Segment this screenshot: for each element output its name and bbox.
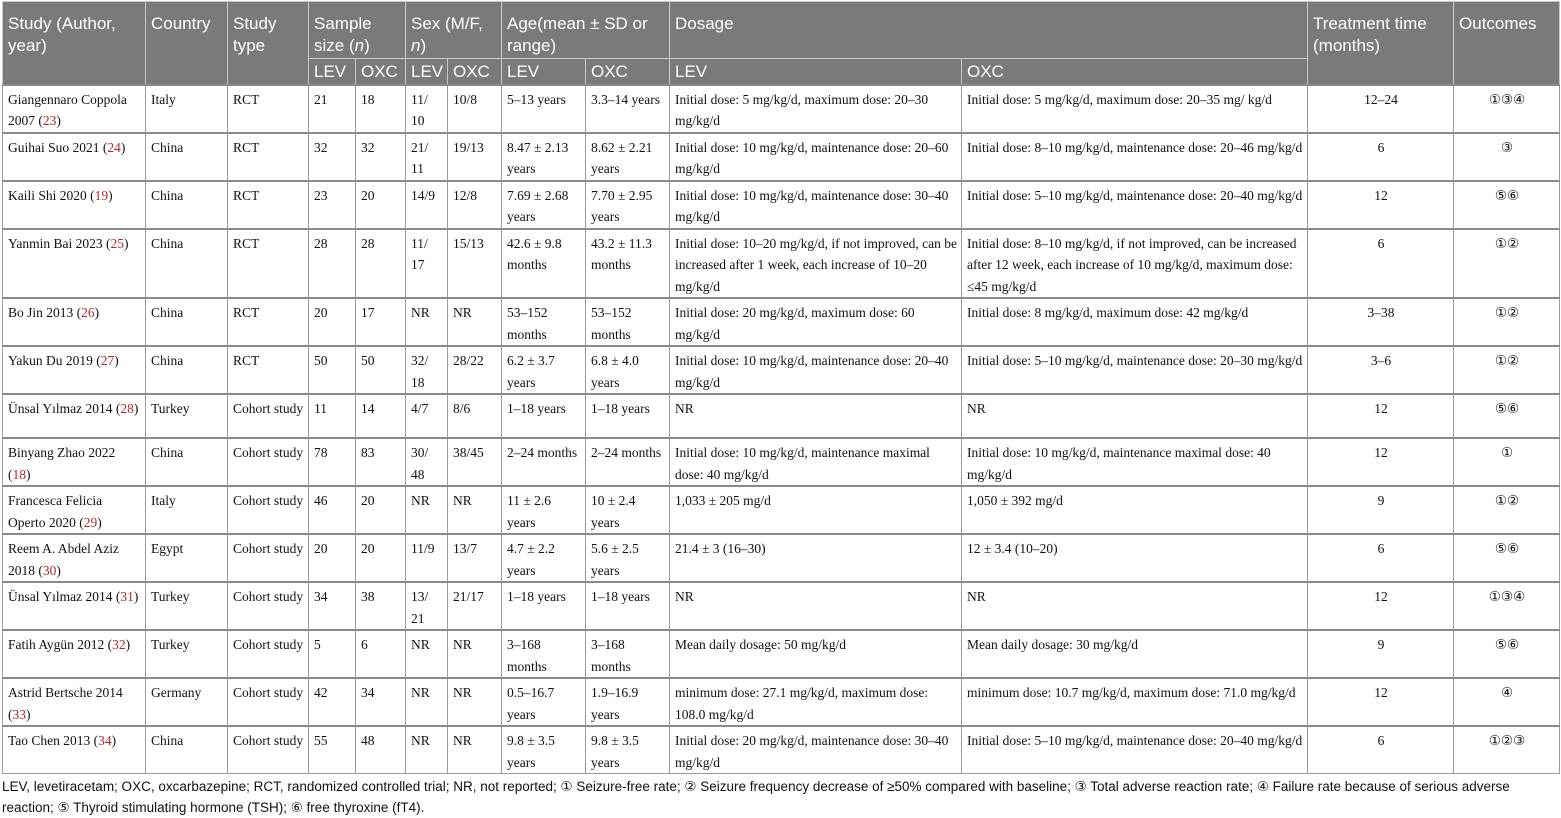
- cell-sample-oxc: 28: [356, 229, 406, 299]
- cell-sex-oxc: NR: [448, 726, 502, 774]
- cell-age-oxc: 1–18 years: [586, 582, 670, 630]
- header-treatment-time: Treatment time (months): [1308, 2, 1454, 85]
- cell-sex-oxc: 38/45: [448, 438, 502, 486]
- cell-age-lev: 3–168 months: [502, 630, 586, 678]
- reference-link[interactable]: 19: [94, 187, 109, 203]
- study-name: Tao Chen 2013 (: [8, 733, 99, 748]
- cell-treatment-time: 6: [1308, 726, 1454, 774]
- cell-dosage-lev: 21.4 ± 3 (16–30): [670, 534, 962, 582]
- cell-sex-lev: NR: [406, 298, 448, 346]
- cell-dosage-lev: Initial dose: 10 mg/kg/d, maintenance dose: 20–40 mg/kg/d: [670, 346, 962, 394]
- cell-country: China: [146, 726, 228, 774]
- cell-dosage-oxc: Initial dose: 5 mg/kg/d, maximum dose: 20–35 mg/ kg/d: [962, 85, 1308, 133]
- cell-treatment-time: 12: [1308, 678, 1454, 726]
- cell-outcomes: ①②③: [1454, 726, 1560, 774]
- reference-link[interactable]: 31: [120, 589, 134, 604]
- cell-outcomes: ①②: [1454, 229, 1560, 299]
- study-name: Astrid Bertsche 2014 (: [8, 685, 123, 722]
- cell-dosage-oxc: Initial dose: 5–10 mg/kg/d, maintenance dose: 20–40 mg/kg/d: [962, 181, 1308, 229]
- cell-sample-lev: 5: [309, 630, 356, 678]
- cell-treatment-time: 6: [1308, 133, 1454, 181]
- reference-link[interactable]: 30: [42, 562, 57, 578]
- subheader-sex-lev: LEV: [406, 59, 448, 85]
- study-name: Bo Jin 2013 (: [8, 305, 82, 320]
- subheader-dosage-oxc: OXC: [962, 59, 1308, 85]
- cell-study: [3, 534, 146, 582]
- table-row: [3, 181, 1560, 229]
- table-row: [3, 394, 1560, 438]
- header-sex-text: Sex (M/F,: [411, 14, 483, 33]
- cell-dosage-oxc: NR: [962, 394, 1308, 438]
- cell-sample-lev: 21: [309, 85, 356, 133]
- cell-dosage-lev: NR: [670, 394, 962, 438]
- subheader-sex-oxc: OXC: [448, 59, 502, 85]
- cell-sex-oxc: 8/6: [448, 394, 502, 438]
- cell-country: Italy: [146, 486, 228, 534]
- cell-country: China: [146, 229, 228, 299]
- cell-dosage-oxc: Initial dose: 8–10 mg/kg/d, maintenance dose: 20–46 mg/kg/d: [962, 133, 1308, 181]
- cell-country: Germany: [146, 678, 228, 726]
- table-row: [3, 438, 1560, 486]
- cell-outcomes: ①②: [1454, 298, 1560, 346]
- cell-sex-oxc: 19/13: [448, 133, 502, 181]
- header-sample-size-close: ): [364, 35, 370, 55]
- cell-study-type: Cohort study: [228, 438, 309, 486]
- cell-study: [3, 486, 146, 534]
- cell-sample-oxc: 83: [356, 438, 406, 486]
- cell-sample-oxc: 38: [356, 582, 406, 630]
- cell-age-lev: 42.6 ± 9.8 months: [502, 229, 586, 299]
- cell-sex-lev: 14/9: [406, 181, 448, 229]
- cell-country: China: [146, 133, 228, 181]
- cell-study: [3, 582, 146, 630]
- cell-dosage-oxc: Mean daily dosage: 30 mg/kg/d: [962, 630, 1308, 678]
- cell-treatment-time: 6: [1308, 229, 1454, 299]
- cell-dosage-lev: minimum dose: 27.1 mg/kg/d, maximum dose: 108.0 mg/kg/d: [670, 678, 962, 726]
- cell-sample-oxc: 20: [356, 486, 406, 534]
- study-name-close: ): [120, 139, 126, 155]
- cell-study-type: Cohort study: [228, 630, 309, 678]
- cell-sample-lev: 34: [309, 582, 356, 630]
- cell-dosage-oxc: minimum dose: 10.7 mg/kg/d, maximum dose: 71.0 mg/kg/d: [962, 678, 1308, 726]
- reference-link[interactable]: 24: [107, 139, 121, 155]
- cell-sex-lev: NR: [406, 678, 448, 726]
- cell-study-type: RCT: [228, 181, 309, 229]
- cell-dosage-oxc: Initial dose: 8 mg/kg/d, maximum dose: 42 mg/kg/d: [962, 298, 1308, 346]
- cell-outcomes: ①②: [1454, 486, 1560, 534]
- cell-sample-oxc: 48: [356, 726, 406, 774]
- cell-sample-lev: 23: [309, 181, 356, 229]
- cell-sample-oxc: 50: [356, 346, 406, 394]
- cell-sample-lev: 20: [309, 298, 356, 346]
- cell-sex-oxc: 12/8: [448, 181, 502, 229]
- header-sample-size: [309, 2, 406, 59]
- cell-age-oxc: 10 ± 2.4 years: [586, 486, 670, 534]
- cell-age-oxc: 3.3–14 years: [586, 85, 670, 133]
- cell-outcomes: ①②: [1454, 346, 1560, 394]
- cell-country: China: [146, 346, 228, 394]
- cell-sex-lev: 13/ 21: [406, 582, 448, 630]
- cell-country: Turkey: [146, 630, 228, 678]
- cell-dosage-lev: Initial dose: 20 mg/kg/d, maximum dose: 60 mg/kg/d: [670, 298, 962, 346]
- study-name-close: ): [124, 235, 129, 251]
- header-study: Study (Author, year): [3, 2, 146, 85]
- cell-study-type: Cohort study: [228, 486, 309, 534]
- cell-age-oxc: 53–152 months: [586, 298, 670, 346]
- cell-sex-oxc: NR: [448, 678, 502, 726]
- header-study-type: Study type: [228, 2, 309, 85]
- study-name: Ünsal Yılmaz 2014 (: [8, 589, 121, 604]
- cell-sex-oxc: 10/8: [448, 85, 502, 133]
- table-row: [3, 630, 1560, 678]
- cell-study-type: Cohort study: [228, 582, 309, 630]
- cell-treatment-time: 6: [1308, 534, 1454, 582]
- table-header: [3, 2, 1560, 85]
- cell-age-oxc: 3–168 months: [586, 630, 670, 678]
- cell-age-lev: 5–13 years: [502, 85, 586, 133]
- table-row: [3, 133, 1560, 181]
- cell-country: China: [146, 438, 228, 486]
- cell-treatment-time: 3–6: [1308, 346, 1454, 394]
- cell-sample-oxc: 14: [356, 394, 406, 438]
- cell-sample-lev: 11: [309, 394, 356, 438]
- reference-link[interactable]: 26: [81, 305, 95, 320]
- cell-sample-lev: 20: [309, 534, 356, 582]
- cell-country: Turkey: [146, 394, 228, 438]
- cell-study-type: RCT: [228, 346, 309, 394]
- study-characteristics-table: [2, 1, 1560, 774]
- cell-treatment-time: 12: [1308, 582, 1454, 630]
- study-name-close: ): [111, 733, 117, 748]
- study-name: Kaili Shi 2020 (: [8, 187, 95, 203]
- cell-sample-lev: 50: [309, 346, 356, 394]
- cell-study: [3, 678, 146, 726]
- cell-treatment-time: 12–24: [1308, 85, 1454, 133]
- header-dosage: Dosage: [670, 2, 1308, 59]
- cell-age-lev: 6.2 ± 3.7 years: [502, 346, 586, 394]
- cell-dosage-lev: Mean daily dosage: 50 mg/kg/d: [670, 630, 962, 678]
- cell-dosage-oxc: Initial dose: 5–10 mg/kg/d, maintenance dose: 20–40 mg/kg/d: [962, 726, 1308, 774]
- cell-sex-lev: NR: [406, 486, 448, 534]
- study-name-close: ): [97, 514, 102, 530]
- cell-dosage-oxc: NR: [962, 582, 1308, 630]
- header-country: Country: [146, 2, 228, 85]
- cell-age-lev: 7.69 ± 2.68 years: [502, 181, 586, 229]
- cell-sex-lev: 11/ 17: [406, 229, 448, 299]
- cell-outcomes: ①③④: [1454, 582, 1560, 630]
- cell-age-lev: 1–18 years: [502, 582, 586, 630]
- cell-sex-oxc: 21/17: [448, 582, 502, 630]
- cell-outcomes: ⑤⑥: [1454, 394, 1560, 438]
- cell-outcomes: ①③④: [1454, 85, 1560, 133]
- header-sample-size-text: Sample size (: [314, 14, 372, 55]
- study-name: Giangennaro Coppola 2007 (: [8, 91, 127, 128]
- header-outcomes: Outcomes: [1454, 2, 1560, 85]
- cell-age-oxc: 6.8 ± 4.0 years: [586, 346, 670, 394]
- cell-dosage-lev: Initial dose: 10–20 mg/kg/d, if not improved, can be increased after 1 week, each increase of 10–20 mg/kg/d: [670, 229, 962, 299]
- study-name-close: ): [125, 637, 131, 652]
- cell-treatment-time: 12: [1308, 181, 1454, 229]
- study-name-close: ): [26, 706, 31, 722]
- table-row: [3, 486, 1560, 534]
- cell-age-oxc: 43.2 ± 11.3 months: [586, 229, 670, 299]
- cell-study-type: Cohort study: [228, 726, 309, 774]
- reference-link[interactable]: 33: [12, 706, 26, 722]
- table-row: [3, 229, 1560, 299]
- subheader-sample-lev: LEV: [309, 59, 356, 85]
- cell-sex-lev: 11/ 10: [406, 85, 448, 133]
- cell-sample-oxc: 6: [356, 630, 406, 678]
- header-sex-close: ): [420, 35, 427, 55]
- cell-sex-lev: 21/ 11: [406, 133, 448, 181]
- cell-dosage-lev: Initial dose: 10 mg/kg/d, maintenance dose: 20–60 mg/kg/d: [670, 133, 962, 181]
- cell-dosage-oxc: 12 ± 3.4 (10–20): [962, 534, 1308, 582]
- cell-country: Egypt: [146, 534, 228, 582]
- table-row: [3, 582, 1560, 630]
- study-name: Reem A. Abdel Aziz 2018 (: [8, 541, 119, 578]
- cell-age-lev: 1–18 years: [502, 394, 586, 438]
- cell-age-lev: 9.8 ± 3.5 years: [502, 726, 586, 774]
- cell-treatment-time: 9: [1308, 486, 1454, 534]
- cell-country: Italy: [146, 85, 228, 133]
- cell-treatment-time: 9: [1308, 630, 1454, 678]
- cell-study: [3, 630, 146, 678]
- cell-treatment-time: 3–38: [1308, 298, 1454, 346]
- study-name-close: ): [26, 466, 31, 482]
- cell-dosage-oxc: Initial dose: 8–10 mg/kg/d, if not improved, can be increased after 12 week, each increase of 10 mg/kg/d, maximum dose: ≤45 mg/kg/d: [962, 229, 1308, 299]
- cell-dosage-lev: Initial dose: 10 mg/kg/d, maintenance maximal dose: 40 mg/kg/d: [670, 438, 962, 486]
- cell-study: [3, 346, 146, 394]
- cell-outcomes: ⑤⑥: [1454, 181, 1560, 229]
- cell-sample-oxc: 20: [356, 181, 406, 229]
- cell-sample-lev: 55: [309, 726, 356, 774]
- cell-sex-oxc: NR: [448, 486, 502, 534]
- cell-age-oxc: 7.70 ± 2.95 years: [586, 181, 670, 229]
- subheader-sample-oxc: OXC: [356, 59, 406, 85]
- table-row: [3, 85, 1560, 133]
- cell-age-lev: 11 ± 2.6 years: [502, 486, 586, 534]
- study-name-close: ): [56, 113, 61, 128]
- cell-country: Turkey: [146, 582, 228, 630]
- cell-study: [3, 298, 146, 346]
- study-name-close: ): [108, 187, 113, 203]
- cell-study: [3, 85, 146, 133]
- cell-age-oxc: 1–18 years: [586, 394, 670, 438]
- cell-study-type: RCT: [228, 85, 309, 133]
- cell-study-type: Cohort study: [228, 534, 309, 582]
- cell-sample-lev: 42: [309, 678, 356, 726]
- cell-age-oxc: 9.8 ± 3.5 years: [586, 726, 670, 774]
- study-name: Yanmin Bai 2023 (: [8, 235, 111, 251]
- reference-link[interactable]: 28: [120, 401, 134, 416]
- cell-age-lev: 2–24 months: [502, 438, 586, 486]
- cell-sample-lev: 28: [309, 229, 356, 299]
- cell-dosage-oxc: Initial dose: 10 mg/kg/d, maintenance maximal dose: 40 mg/kg/d: [962, 438, 1308, 486]
- study-name: Binyang Zhao 2022 (: [8, 445, 116, 482]
- cell-study: [3, 394, 146, 438]
- cell-sex-lev: NR: [406, 726, 448, 774]
- table-footnote: LEV, levetiracetam; OXC, oxcarbazepine; RCT, randomized controlled trial; NR, not reported; ① Seizure-free rate; ② Seizure frequency decrease of ≥50% compared with baseline; ③ Total adverse reaction rate; ④ Failure rate because of serious adverse reaction; ⑤ Thyroid stimulating hormone (TSH); ⑥ free thyroxine (fT4).: [2, 779, 1510, 815]
- cell-dosage-oxc: Initial dose: 5–10 mg/kg/d, maintenance dose: 20–30 mg/kg/d: [962, 346, 1308, 394]
- study-name: Ünsal Yılmaz 2014 (: [8, 401, 121, 416]
- cell-dosage-lev: Initial dose: 5 mg/kg/d, maximum dose: 20–30 mg/kg/d: [670, 85, 962, 133]
- cell-sample-oxc: 17: [356, 298, 406, 346]
- cell-study-type: RCT: [228, 229, 309, 299]
- cell-dosage-lev: 1,033 ± 205 mg/d: [670, 486, 962, 534]
- cell-age-lev: 8.47 ± 2.13 years: [502, 133, 586, 181]
- reference-link[interactable]: 25: [110, 235, 125, 251]
- cell-study: [3, 133, 146, 181]
- cell-country: China: [146, 298, 228, 346]
- cell-study-type: RCT: [228, 298, 309, 346]
- subheader-age-lev: LEV: [502, 59, 586, 85]
- cell-study-type: Cohort study: [228, 678, 309, 726]
- study-name-close: ): [94, 305, 100, 320]
- cell-study: [3, 229, 146, 299]
- cell-dosage-oxc: 1,050 ± 392 mg/d: [962, 486, 1308, 534]
- cell-sex-oxc: 13/7: [448, 534, 502, 582]
- cell-dosage-lev: Initial dose: 20 mg/kg/d, maintenance dose: 30–40 mg/kg/d: [670, 726, 962, 774]
- cell-sex-lev: 30/ 48: [406, 438, 448, 486]
- cell-outcomes: ①: [1454, 438, 1560, 486]
- reference-link[interactable]: 27: [100, 353, 115, 368]
- cell-sex-oxc: NR: [448, 630, 502, 678]
- cell-dosage-lev: NR: [670, 582, 962, 630]
- cell-age-lev: 53–152 months: [502, 298, 586, 346]
- study-name: Guihai Suo 2021 (: [8, 139, 108, 155]
- cell-sample-oxc: 18: [356, 85, 406, 133]
- reference-link[interactable]: 34: [98, 733, 112, 748]
- cell-treatment-time: 12: [1308, 438, 1454, 486]
- cell-sample-lev: 78: [309, 438, 356, 486]
- table-row: [3, 534, 1560, 582]
- study-name: Fatih Aygün 2012 (: [8, 637, 113, 652]
- header-sample-size-n: n: [354, 35, 365, 55]
- cell-study-type: Cohort study: [228, 394, 309, 438]
- cell-sample-oxc: 34: [356, 678, 406, 726]
- study-name-close: ): [133, 589, 139, 604]
- cell-country: China: [146, 181, 228, 229]
- reference-link[interactable]: 18: [12, 466, 26, 482]
- header-sex-n: n: [411, 35, 421, 55]
- cell-sample-oxc: 32: [356, 133, 406, 181]
- cell-age-lev: 0.5–16.7 years: [502, 678, 586, 726]
- table-row: [3, 346, 1560, 394]
- study-name-close: ): [56, 562, 61, 578]
- cell-outcomes: ⑤⑥: [1454, 534, 1560, 582]
- table-body: [3, 85, 1560, 774]
- cell-age-lev: 4.7 ± 2.2 years: [502, 534, 586, 582]
- cell-study: [3, 438, 146, 486]
- cell-sex-lev: NR: [406, 630, 448, 678]
- cell-sex-oxc: 28/22: [448, 346, 502, 394]
- reference-link[interactable]: 23: [42, 113, 57, 128]
- reference-link[interactable]: 32: [112, 637, 126, 652]
- cell-sample-lev: 32: [309, 133, 356, 181]
- table-row: [3, 726, 1560, 774]
- cell-sample-oxc: 20: [356, 534, 406, 582]
- cell-outcomes: ⑤⑥: [1454, 630, 1560, 678]
- cell-age-oxc: 2–24 months: [586, 438, 670, 486]
- cell-sex-oxc: 15/13: [448, 229, 502, 299]
- cell-sex-lev: 32/ 18: [406, 346, 448, 394]
- cell-dosage-lev: Initial dose: 10 mg/kg/d, maintenance dose: 30–40 mg/kg/d: [670, 181, 962, 229]
- cell-sample-lev: 46: [309, 486, 356, 534]
- study-name: Yakun Du 2019 (: [8, 353, 101, 368]
- study-name-close: ): [133, 401, 139, 416]
- cell-age-oxc: 5.6 ± 2.5 years: [586, 534, 670, 582]
- study-name-close: ): [114, 353, 119, 368]
- header-age: Age(mean ± SD or range): [502, 2, 670, 59]
- cell-age-oxc: 8.62 ± 2.21 years: [586, 133, 670, 181]
- reference-link[interactable]: 29: [83, 514, 98, 530]
- cell-sex-lev: 4/7: [406, 394, 448, 438]
- header-sex: [406, 2, 502, 59]
- cell-study: [3, 181, 146, 229]
- cell-study-type: RCT: [228, 133, 309, 181]
- cell-age-oxc: 1.9–16.9 years: [586, 678, 670, 726]
- subheader-dosage-lev: LEV: [670, 59, 962, 85]
- cell-sex-oxc: NR: [448, 298, 502, 346]
- cell-treatment-time: 12: [1308, 394, 1454, 438]
- table-row: [3, 298, 1560, 346]
- cell-outcomes: ④: [1454, 678, 1560, 726]
- cell-sex-lev: 11/9: [406, 534, 448, 582]
- table-row: [3, 678, 1560, 726]
- cell-outcomes: ③: [1454, 133, 1560, 181]
- cell-study: [3, 726, 146, 774]
- study-name: Francesca Felicia Operto 2020 (: [8, 493, 103, 530]
- subheader-age-oxc: OXC: [586, 59, 670, 85]
